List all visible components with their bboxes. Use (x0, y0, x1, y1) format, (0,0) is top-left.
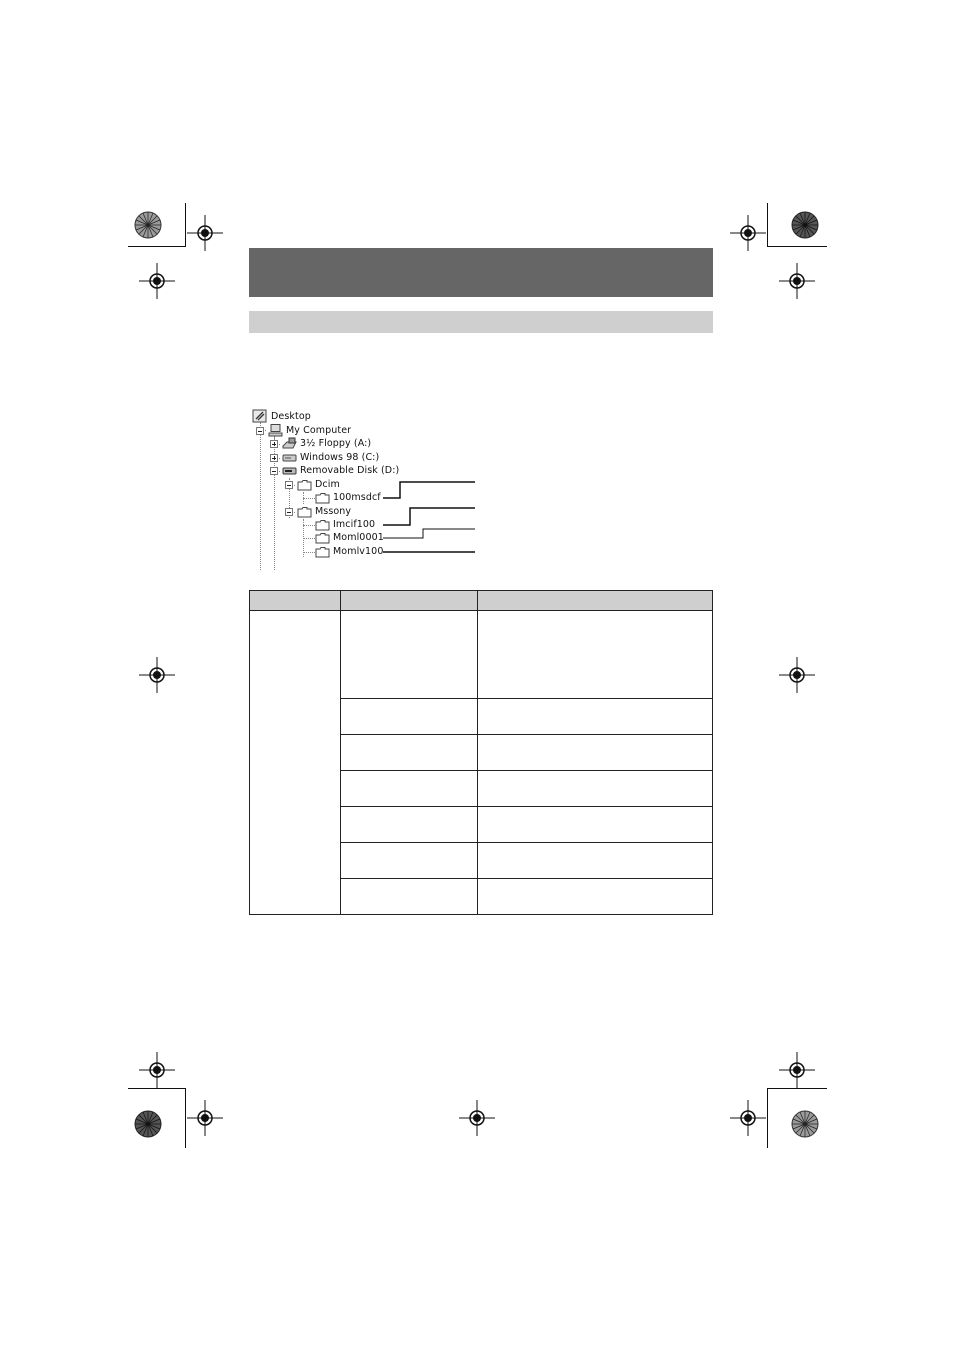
crop-mark (767, 1088, 827, 1089)
tree-label-moml0001: Moml0001 (333, 532, 384, 543)
callout-leader-lines (380, 475, 480, 560)
color-wheel-icon (791, 1110, 819, 1138)
collapse-icon[interactable] (285, 508, 293, 516)
registration-mark-icon (139, 657, 175, 693)
tree-label-floppy: 3½ Floppy (A:) (300, 438, 372, 449)
tree-label-dcim: Dcim (315, 479, 340, 490)
section-header-bar (249, 248, 713, 297)
color-wheel-icon (791, 211, 819, 239)
crop-mark (128, 1088, 186, 1089)
tree-label-mssony: Mssony (315, 506, 352, 517)
registration-mark-icon (187, 1100, 223, 1136)
folder-icon (297, 476, 312, 495)
registration-mark-icon (459, 1100, 495, 1136)
expand-icon[interactable] (270, 440, 278, 448)
tree-label-removable-disk: Removable Disk (D:) (300, 465, 400, 476)
crop-mark (185, 203, 186, 247)
tree-item-100msdcf[interactable] (315, 491, 381, 505)
color-wheel-icon (134, 211, 162, 239)
crop-mark (185, 1088, 186, 1148)
tree-label-momlv100: Momlv100 (333, 546, 384, 557)
registration-mark-icon (730, 215, 766, 251)
tree-item-my-computer[interactable] (256, 424, 351, 438)
folder-icon (315, 543, 330, 562)
tree-item-momlv100[interactable] (315, 545, 383, 559)
crop-mark (767, 203, 768, 247)
table-header-row (249, 590, 713, 610)
registration-mark-icon (779, 263, 815, 299)
registration-mark-icon (139, 1052, 175, 1088)
color-wheel-icon (134, 1110, 162, 1138)
folder-description-table (249, 590, 713, 915)
tree-item-dcim[interactable] (285, 478, 340, 492)
crop-mark (128, 246, 186, 247)
registration-mark-icon (730, 1100, 766, 1136)
registration-mark-icon (779, 657, 815, 693)
expand-icon[interactable] (270, 454, 278, 462)
tree-label-desktop: Desktop (271, 411, 311, 422)
crop-mark (767, 1088, 768, 1148)
registration-mark-icon (187, 215, 223, 251)
collapse-icon[interactable] (270, 467, 278, 475)
collapse-icon[interactable] (256, 427, 264, 435)
tree-label-imcif100: Imcif100 (333, 519, 376, 530)
tree-label-100msdcf: 100msdcf (333, 492, 381, 503)
collapse-icon[interactable] (285, 481, 293, 489)
subsection-header-bar (249, 311, 713, 333)
tree-label-windows-drive: Windows 98 (C:) (300, 452, 380, 463)
folder-icon (297, 503, 312, 522)
registration-mark-icon (779, 1052, 815, 1088)
tree-label-my-computer: My Computer (286, 425, 352, 436)
registration-mark-icon (139, 263, 175, 299)
crop-mark (767, 246, 827, 247)
